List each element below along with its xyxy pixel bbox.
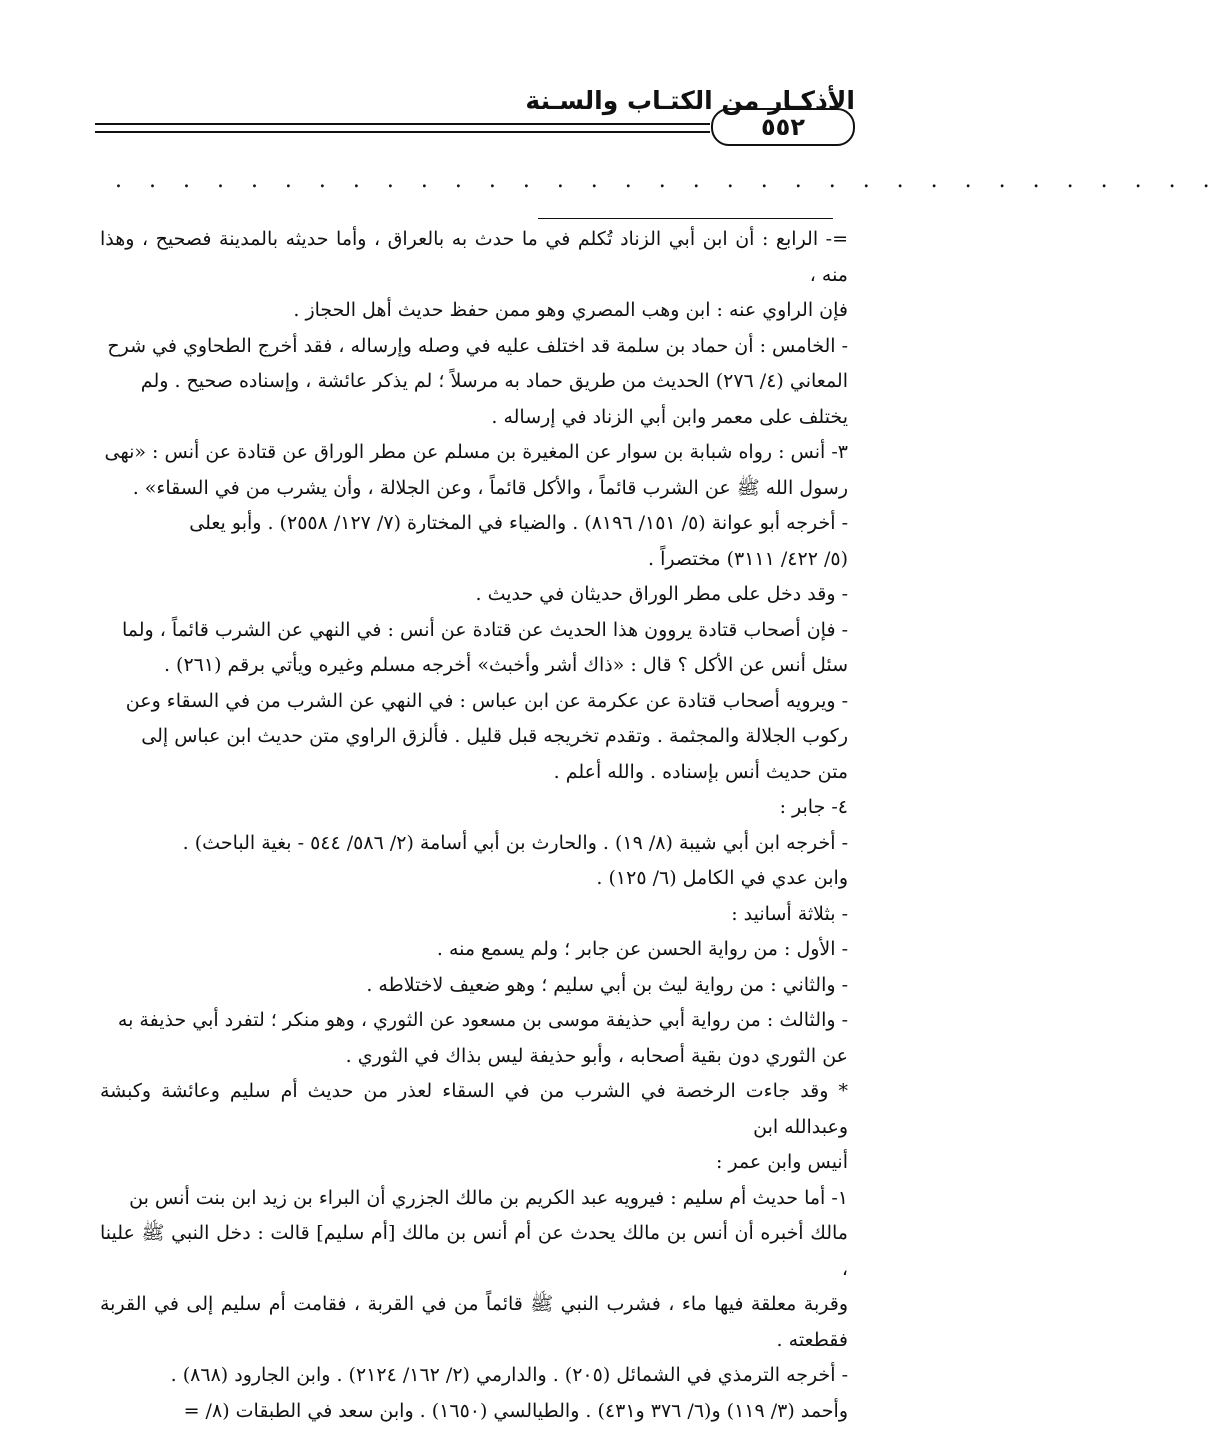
text-line: فإن الراوي عنه : ابن وهب المصري وهو ممن حفظ حديث أهل الحجاز .	[100, 293, 848, 329]
text-line: متن حديث أنس بإسناده . والله أعلم .	[100, 755, 848, 791]
header-rule	[95, 123, 710, 133]
text-line: - وقد دخل على مطر الوراق حديثان في حديث .	[100, 577, 848, 613]
text-line: سئل أنس عن الأكل ؟ قال : «ذاك أشر وأخبث» أخرجه مسلم وغيره ويأتي برقم (٢٦١) .	[100, 648, 848, 684]
footnote-rule	[538, 218, 833, 219]
text-line: ٣- أنس : رواه شبابة بن سوار عن المغيرة بن مسلم عن مطر الوراق عن قتادة عن أنس : «نهى	[100, 435, 848, 471]
text-line: رسول الله ﷺ عن الشرب قائماً ، والأكل قائماً ، وعن الجلالة ، وأن يشرب من في السقاء» .	[100, 471, 848, 507]
text-line: =- الرابع : أن ابن أبي الزناد تُكلم في ما حدث به بالعراق ، وأما حديثه بالمدينة فصحيح ، وهذا منه ،	[100, 222, 848, 293]
text-line: ١- أما حديث أم سليم : فيرويه عبد الكريم بن مالك الجزري أن البراء بن زيد ابن بنت أنس بن	[100, 1181, 848, 1217]
text-line: وأحمد (٣/ ١١٩) و(٦/ ٣٧٦ و٤٣١) . والطيالسي (١٦٥٠) . وابن سعد في الطبقات (٨/ =	[100, 1394, 848, 1429]
text-line: - فإن أصحاب قتادة يروون هذا الحديث عن قتادة عن أنس : في النهي عن الشرب قائماً ، ولما	[100, 613, 848, 649]
text-line: أنيس وابن عمر :	[100, 1145, 848, 1181]
text-line: - والثاني : من رواية ليث بن أبي سليم ؛ وهو ضعيف لاختلاطه .	[100, 968, 848, 1004]
text-line: (٥/ ٤٢٢/ ٣١١١) مختصراً .	[100, 542, 848, 578]
text-line: ٤- جابر :	[100, 790, 848, 826]
text-line: المعاني (٤/ ٢٧٦) الحديث من طريق حماد به مرسلاً ؛ لم يذكر عائشة ، وإسناده صحيح . ولم	[100, 364, 848, 400]
text-line: وابن عدي في الكامل (٦/ ١٢٥) .	[100, 861, 848, 897]
footnote-body	[100, 222, 848, 1429]
text-line: عن الثوري دون بقية أصحابه ، وأبو حذيفة ليس بذاك في الثوري .	[100, 1039, 848, 1075]
text-line: - بثلاثة أسانيد :	[100, 897, 848, 933]
page-number: ٥٥٢	[711, 108, 855, 146]
separator-dots: . . . . . . . . . . . . . . . . . . . . . . . . . . . . . . . . .	[115, 168, 840, 193]
text-line: - والثالث : من رواية أبي حذيفة موسى بن مسعود عن الثوري ، وهو منكر ؛ لتفرد أبي حذيفة به	[100, 1003, 848, 1039]
book-title: الأذكـار من الكتـاب والسـنة	[525, 86, 855, 115]
text-line: - أخرجه ابن أبي شيبة (٨/ ١٩) . والحارث بن أبي أسامة (٢/ ٥٨٦/ ٥٤٤ - بغية الباحث) .	[100, 826, 848, 862]
text-line: - أخرجه الترمذي في الشمائل (٢٠٥) . والدارمي (٢/ ١٦٢/ ٢١٢٤) . وابن الجارود (٨٦٨) .	[100, 1358, 848, 1394]
text-line: - الأول : من رواية الحسن عن جابر ؛ ولم يسمع منه .	[100, 932, 848, 968]
text-line: - ويرويه أصحاب قتادة عن عكرمة عن ابن عباس : في النهي عن الشرب من في السقاء وعن	[100, 684, 848, 720]
page-header	[95, 78, 855, 148]
text-line: - الخامس : أن حماد بن سلمة قد اختلف عليه في وصله وإرساله ، فقد أخرج الطحاوي في شرح	[100, 329, 848, 365]
text-line: مالك أخبره أن أنس بن مالك يحدث عن أم أنس بن مالك [أم سليم] قالت : دخل النبي ﷺ علينا ،	[100, 1216, 848, 1287]
text-line: * وقد جاءت الرخصة في الشرب من في السقاء لعذر من حديث أم سليم وعائشة وكبشة وعبدالله ابن	[100, 1074, 848, 1145]
text-line: ركوب الجلالة والمجثمة . وتقدم تخريجه قبل قليل . فألزق الراوي متن حديث ابن عباس إلى	[100, 719, 848, 755]
text-line: - أخرجه أبو عوانة (٥/ ١٥١/ ٨١٩٦) . والضياء في المختارة (٧/ ١٢٧/ ٢٥٥٨) . وأبو يعلى	[100, 506, 848, 542]
text-line: يختلف على معمر وابن أبي الزناد في إرساله .	[100, 400, 848, 436]
text-line: وقربة معلقة فيها ماء ، فشرب النبي ﷺ قائماً من في القربة ، فقامت أم سليم إلى في القربة فقطعته .	[100, 1287, 848, 1358]
